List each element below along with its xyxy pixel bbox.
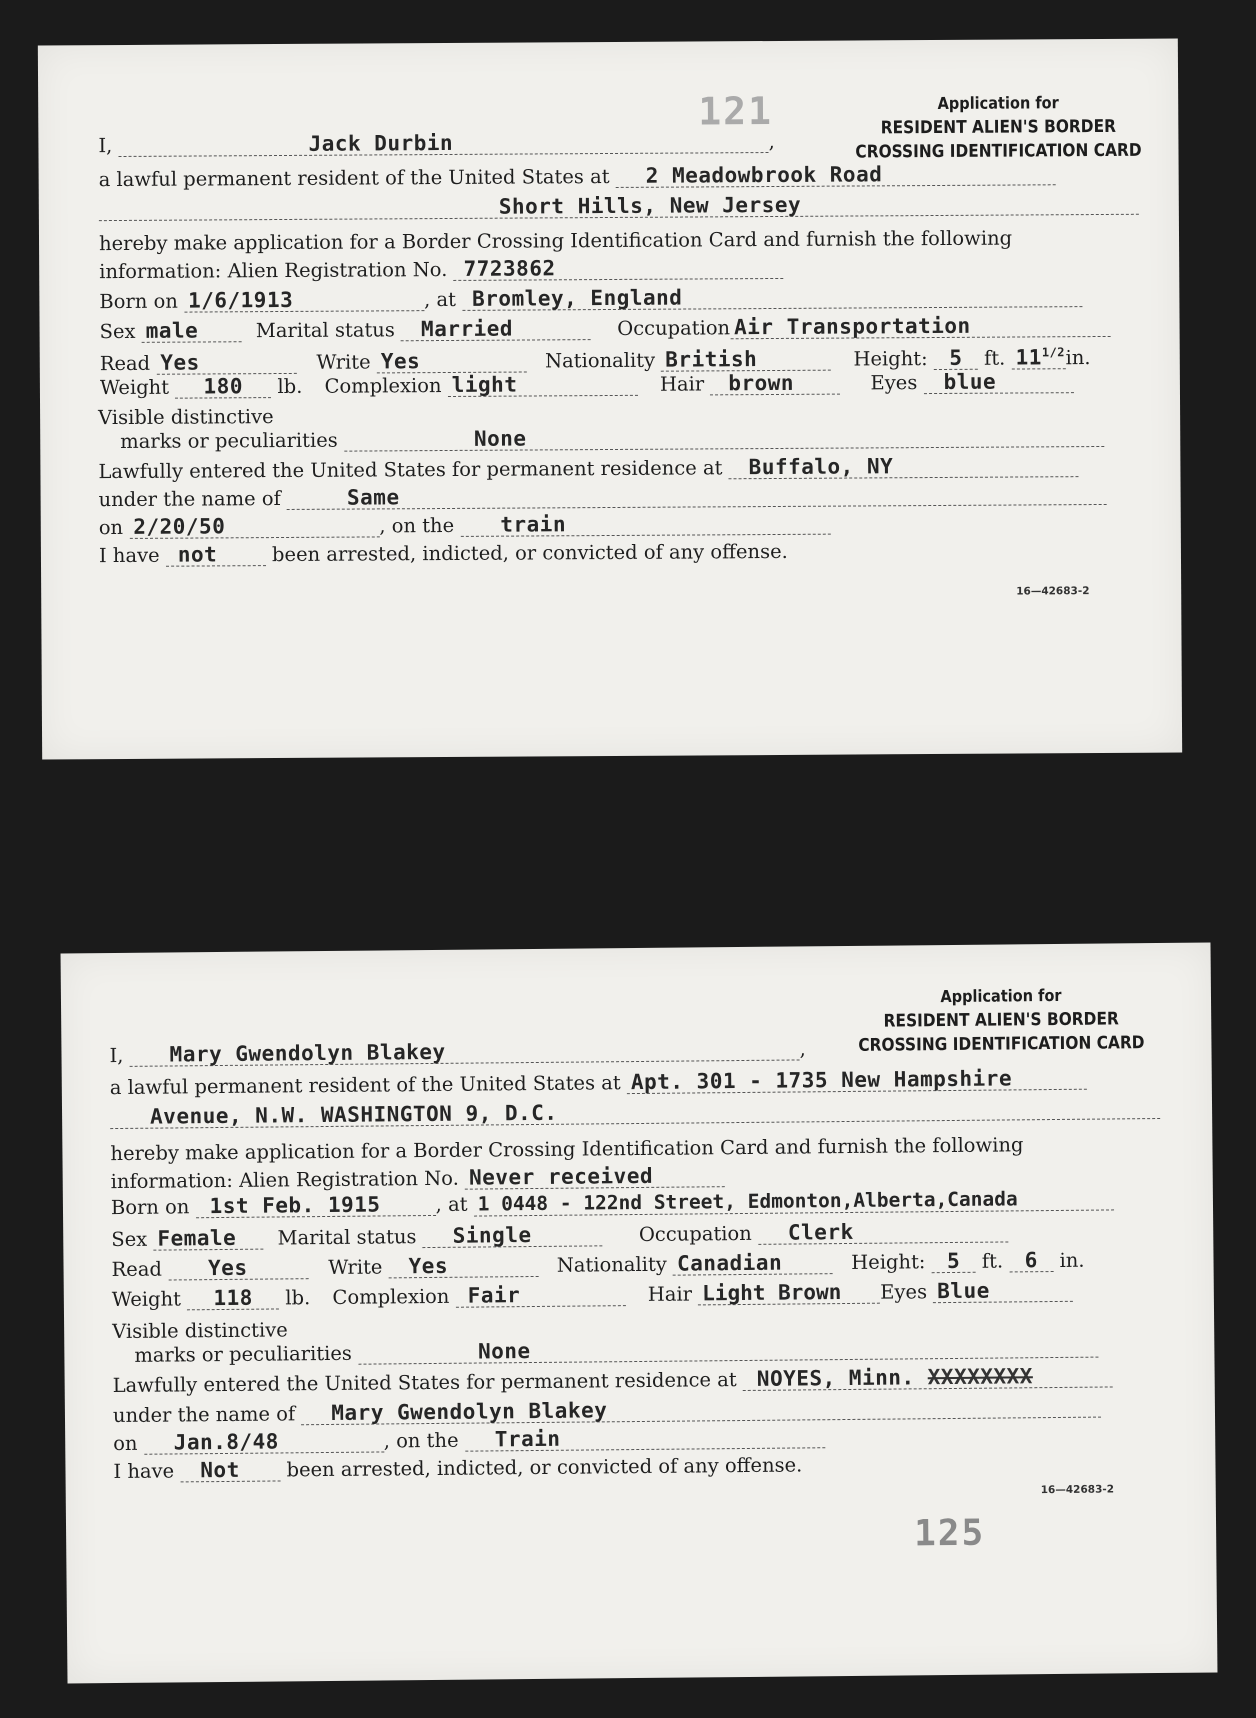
sex-value: male: [142, 319, 242, 343]
label-nationality: Nationality: [556, 1252, 667, 1277]
label-write: Write: [328, 1255, 383, 1279]
label-complexion: Complexion: [324, 374, 442, 398]
nationality-value: British: [661, 348, 831, 372]
page-stamp-number: 125: [913, 1512, 986, 1555]
label-hair: Hair: [647, 1282, 693, 1306]
arrested-value: Not: [180, 1458, 280, 1482]
port-of-entry: Buffalo, NY: [729, 454, 1079, 479]
weight-value: 118: [187, 1286, 279, 1310]
label-born-on: Born on: [99, 289, 178, 314]
label-arrested: been arrested, indicted, or convicted of any offense.: [286, 1453, 803, 1482]
header-line-1: Application for: [940, 985, 1062, 1007]
occupation-value: Air Transportation: [730, 314, 1110, 339]
port-of-entry: [743, 1364, 1113, 1391]
label-nationality: Nationality: [544, 348, 656, 373]
label-weight: Weight: [111, 1287, 182, 1312]
nationality-value: Canadian: [673, 1251, 833, 1276]
address-line-1: Apt. 301 - 1735 New Hampshire: [627, 1067, 1087, 1094]
birth-date: 1st Feb. 1915: [196, 1193, 436, 1218]
label-under-name: under the name of: [112, 1402, 296, 1428]
header-line-1: Application for: [937, 93, 1059, 113]
label-write: Write: [316, 350, 371, 374]
label-lb: lb.: [277, 374, 303, 399]
label-born-on: Born on: [110, 1195, 190, 1220]
label-i: I,: [109, 1043, 124, 1068]
label-read: Read: [111, 1257, 163, 1282]
label-occupation: Occupation: [638, 1221, 752, 1246]
entry-date: 2/20/50: [129, 514, 379, 539]
page-stamp-number: 121: [698, 89, 774, 134]
label-in: in.: [1065, 346, 1091, 370]
label-marks: marks or peculiarities: [120, 428, 338, 453]
entry-date: Jan.8/48: [144, 1429, 384, 1454]
label-eyes: Eyes: [870, 371, 918, 395]
address-line-2: Avenue, N.W. WASHINGTON 9, D.C.: [110, 1096, 1160, 1129]
read-value: Yes: [168, 1256, 308, 1280]
sex-value: Female: [153, 1227, 263, 1251]
label-hair: Hair: [659, 372, 705, 396]
label-lawful-resident: a lawful permanent resident of the United States at: [98, 164, 610, 192]
complexion-value: light: [448, 373, 638, 397]
address-line-2: Short Hills, New Jersey: [99, 192, 1139, 221]
header-line-2: RESIDENT ALIEN'S BORDER: [883, 1009, 1119, 1032]
label-i: I,: [98, 134, 113, 158]
struck-out-text: XXXXXXXX: [927, 1364, 1033, 1390]
height-feet: 5: [934, 347, 978, 370]
header-line-3: CROSSING IDENTIFICATION CARD: [858, 1033, 1145, 1056]
eyes-value: Blue: [933, 1279, 1073, 1303]
application-card-jack-durbin: 121 Application for RESIDENT ALIEN'S BORDER CROSSING IDENTIFICATION CARD I, Jack Durbin , a lawful permanent resident of the United States at 2 Meadowbrook Road Short Hills, New Jersey hereby make application for a Border Crossing Identification Card and furnish the following information: Alien Registration No. 7723862 Born on 1/6/1913 , at Bromley, England Sex male Marital status Married Occupation Air Transportation Read Yes Write Yes Nationality British Height: 5 ft. $11^{1/2}in$. Weight 180 lb. Complexion light Hair brown Eyes blue Visible distinctive marks or peculiarities None Lawfully entered the United States for permanent residence at Buffalo, NY under the name of Same on 2/20/50 , on the train I have not been arrested, indicted, or convicted of any offense. 16—42683-2: [38, 39, 1182, 760]
label-visible-distinctive: Visible distinctive: [112, 1318, 288, 1344]
label-lawful-resident: a lawful permanent resident of the United States at: [109, 1071, 621, 1100]
label-eyes: Eyes: [880, 1280, 928, 1304]
label-occupation: Occupation: [617, 316, 731, 340]
height-inches-whole: 11: [1015, 345, 1042, 370]
label-born-at: , at: [435, 1192, 468, 1216]
label-born-at: , at: [423, 287, 456, 312]
complexion-value: Fair: [456, 1283, 626, 1308]
height-feet: 5: [932, 1250, 976, 1273]
header-line-2: RESIDENT ALIEN'S BORDER: [880, 116, 1116, 139]
marks-value: None: [358, 1335, 1098, 1365]
marital-status-value: Single: [423, 1223, 603, 1248]
label-height: Height:: [853, 347, 928, 371]
label-alien-registration: information: Alien Registration No.: [99, 257, 448, 284]
label-entered: Lawfully entered the United States for permanent residence at: [98, 456, 723, 484]
label-complexion: Complexion: [332, 1284, 450, 1309]
conveyance-value: Train: [465, 1425, 825, 1451]
marital-status-value: Married: [401, 317, 591, 341]
arrested-value: not: [166, 543, 266, 567]
height-inches: [1011, 341, 1065, 369]
applicant-name: Mary Gwendolyn Blakey: [130, 1037, 800, 1066]
label-height: Height:: [851, 1250, 926, 1274]
label-ft: ft.: [984, 346, 1006, 370]
label-marks: marks or peculiarities: [134, 1341, 352, 1367]
label-on-the: , on the: [379, 513, 455, 538]
label-hereby: hereby make application for a Border Crossing Identification Card and furnish the following: [98, 226, 1013, 256]
read-value: Yes: [156, 351, 296, 375]
label-visible-distinctive: Visible distinctive: [98, 405, 274, 430]
label-on-the: , on the: [383, 1428, 459, 1453]
label-in: in.: [1059, 1248, 1085, 1272]
entry-name: Same: [287, 482, 1107, 510]
label-under-name: under the name of: [98, 487, 281, 512]
marks-value: None: [344, 424, 1104, 452]
weight-value: 180: [175, 375, 271, 399]
label-on: on: [113, 1431, 138, 1456]
address-line-1: 2 Meadowbrook Road: [616, 162, 1056, 188]
height-inches-fraction: 1/2: [1041, 345, 1066, 360]
birth-date: 1/6/1913: [184, 288, 424, 312]
port-of-entry-city: NOYES, Minn.: [756, 1365, 915, 1391]
write-value: Yes: [377, 350, 527, 374]
label-marital-status: Marital status: [255, 318, 395, 343]
label-weight: Weight: [99, 375, 170, 400]
label-sex: Sex: [111, 1227, 148, 1252]
header-line-3: CROSSING IDENTIFICATION CARD: [855, 140, 1142, 163]
label-alien-registration: information: Alien Registration No.: [110, 1166, 459, 1194]
conveyance-value: train: [460, 512, 830, 537]
label-i-have: I have: [113, 1459, 175, 1484]
form-number: 16—42683-2: [1016, 585, 1090, 598]
label-i-have: I have: [98, 543, 160, 568]
label-arrested: been arrested, indicted, or convicted of any offense.: [271, 539, 788, 567]
height-inches: 6: [1009, 1249, 1053, 1272]
alien-registration-number: Never received: [465, 1164, 725, 1189]
birth-place: 1 0448 - 122nd Street, Edmonton,Alberta,Canada: [474, 1187, 1114, 1216]
label-on: on: [98, 515, 124, 540]
application-card-mary-blakey: Application for RESIDENT ALIEN'S BORDER CROSSING IDENTIFICATION CARD I, Mary Gwendolyn Blakey , a lawful permanent resident of the United States at Apt. 301 - 1735 New Hampshire Avenue, N.W. WASHINGTON 9, D.C. hereby make application for a Border Crossing Identification Card and furnish the following information: Alien Registration No. Never received Born on 1st Feb. 1915 , at 1 0448 - 122nd Street, Edmonton,Alberta,Canada Sex Female Marital status Single Occupation Clerk Read Yes Write Yes Nationality Canadian Height: 5 ft. 6 in. Weight 118 lb. Complexion Fair Hair Light Brown Eyes Blue Visible distinctive marks or peculiarities None Lawfully entered the United States for permanent residence at NOYES, Minn. XXXXXXXX under the name of Mary Gwendolyn Blakey on Jan.8/48 , on the Train I have Not been arrested, indicted, or convicted of any offense. 16—42683-2 125: [61, 942, 1218, 1683]
eyes-value: blue: [923, 370, 1073, 394]
label-ft: ft.: [981, 1249, 1004, 1273]
label-hereby: hereby make application for a Border Crossing Identification Card and furnish the following: [110, 1133, 1024, 1166]
hair-value: Light Brown: [698, 1281, 880, 1306]
occupation-value: Clerk: [758, 1219, 1008, 1244]
label-entered: Lawfully entered the United States for permanent residence at: [112, 1368, 737, 1398]
entry-name: Mary Gwendolyn Blakey: [301, 1395, 1101, 1426]
label-marital-status: Marital status: [277, 1225, 417, 1250]
label-lb: lb.: [285, 1286, 311, 1310]
applicant-name: Jack Durbin: [118, 130, 768, 157]
form-number: 16—42683-2: [1040, 1483, 1115, 1497]
label-sex: Sex: [99, 319, 136, 344]
hair-value: brown: [710, 372, 840, 396]
birth-place: Bromley, England: [462, 284, 1082, 311]
label-read: Read: [99, 351, 151, 376]
alien-registration-number: 7723862: [453, 256, 783, 281]
write-value: Yes: [388, 1254, 538, 1278]
